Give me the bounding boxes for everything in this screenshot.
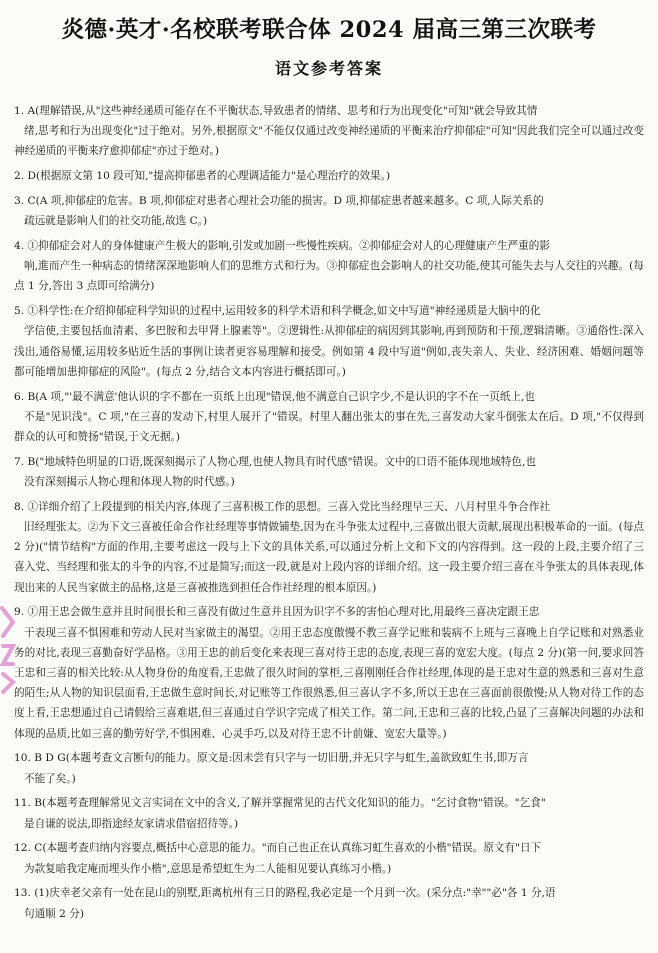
answer-continuation: 学信使,主要包括血清素、多巴胺和去甲肾上腺素等"。②逻辑性:从抑郁症的病因到其影响,再到预防和干预,逻辑清晰。③通俗性:深入浅出,通俗易懂,运用较多贴近生活的事例让读者更容易理解和接受。例如第 4 段中写道"例如,丧失亲人、失业、经济困难、婚姻问题等都可能增加患抑郁症的风险"。(每点 2 分,结合文本内容进行概括即可。) — [14, 325, 644, 378]
answer-text: 10. B D G(本题考查文言断句的能力。原文是:因未尝有只字与一切旧册,并无只字与虹生,盖欲致虹生书,即万言 — [14, 752, 529, 765]
answer-item-4 — [14, 236, 644, 297]
answer-text: 1. A(理解错误,从"这些神经递质可能存在不平衡状态,导致患者的情绪、思考和行为出现变化"可知"就会导致其情 — [14, 105, 538, 117]
answer-item-13 — [14, 883, 644, 923]
answer-item-7 — [14, 452, 644, 492]
answer-text: 2. D(根据原文第 10 段可知,"提高抑郁患者的心理调适能力"是心理治疗的效果。) — [14, 170, 391, 183]
answer-item-3 — [14, 191, 644, 231]
answer-continuation: 不能了矣。) — [24, 772, 76, 785]
answer-item-8 — [14, 497, 644, 598]
answer-continuation: 是自谦的说法,即指途经友家请求借宿招待等。) — [24, 817, 239, 830]
answer-item-11 — [14, 793, 644, 833]
answer-item-9 — [14, 602, 644, 743]
answer-continuation: 疏远就是影响人们的社交功能,故选 C。) — [24, 215, 208, 228]
answer-text: 9. ①用王忠会做生意并且时间很长和三喜没有做过生意并且因为识字不多的害怕心理对比,用最终三喜决定跟王忠 — [14, 606, 540, 619]
answer-item-6 — [14, 387, 644, 448]
answer-continuation: 旧经理张太。②为下文三喜被任命合作社经理等事情做铺垫,因为在斗争张太过程中,三喜做出很大贡献,展现出积极革命的一面。(每点 2 分)("情节结构"方面的作用,主要考虑这一段与上下文的具体关系,可以通过分析上文和下文的内容得到。这一段的上段,主要介绍了三喜入党、当经理和张太的斗争的内容,不过是简写;而这一段,就是对上段内容的详细介绍。这一段主要介绍三喜在斗争张太的具体表现,体现出来的人民当家做主的品格,这是三喜被推选到担任合作社经理的根本原因。) — [14, 521, 644, 594]
answer-item-10 — [14, 748, 644, 788]
answer-continuation: 没有深刻揭示人物心理和体现人物的时代感。) — [24, 476, 235, 489]
answer-continuation: 为款复暗我定庵而埋头作小楷",意思是希望虹生为二人能相见要认真练习小楷。) — [24, 862, 392, 875]
answer-text: 4. ①抑郁症会对人的身体健康产生极大的影响,引发或加剧一些慢性疾病。②抑郁症会对人的心理健康产生严重的影 — [14, 240, 550, 252]
answer-text: 6. B(A 项,"'最不满意'他认识的字不都在一页纸上出现"错误,他不满意自己识字少,不是认识的字不在一页纸上,也 — [14, 390, 535, 403]
answer-item-12 — [14, 838, 644, 878]
answer-continuation: 绪,思考和行为出现变化"过于绝对。另外,根据原文"不能仅仅通过改变神经递质的平衡来治疗抑郁症"可知"因此我们完全可以通过改变神经递质的平衡来疗愈抑郁症"亦过于绝对。) — [14, 125, 644, 158]
answer-continuation: 不是"见识浅"。C 项,"在三喜的发动下,村里人展开了"错误。村里人翻出张太的事在先,三喜发动大家斗倒张太在后。D 项,"不仅得到群众的认可和赞扬"错误,于文无据。) — [14, 410, 644, 444]
answer-continuation: 干表现三喜不惧困难和劳动人民对当家做主的渴望。②用王忠态度傲慢不教三喜学记账和装病不上班与三喜晚上自学记账和对熟悉业务的对比,表现三喜勤奋好学品格。③用王忠的前后变化来表现三喜对待王忠的态度,表现三喜的宽宏大度。(每点 2 分)(第一问,要求回答王忠和三喜的相关比较:从人物身份的角度看,王忠做了很久时间的掌柜,三喜刚刚任合作社经理,体现的是王忠对生意的熟悉和三喜对生意的陌生;从人物的知识层面看,王忠做生意时间长,对记账等工作很熟悉,但三喜认字不多,所以王忠在三喜面前很傲慢;从人物对待工作的态度上看,王忠想通过自己请假给三喜难堪,但三喜通过自学识字完成了相关工作。第二问,王忠和三喜的比较,凸显了三喜解决问题的办法和体现的品质,比如三喜的勤劳好学,不惧困难、心灵手巧,以及对待王忠不计前嫌、宽宏大量等。) — [14, 626, 644, 740]
answer-text: 12. C(本题考查归纳内容要点,概括中心意思的能力。"而自己也正在认真练习虹生喜欢的小楷"错误。原文有"日下 — [14, 842, 542, 855]
margin-watermark-mark — [0, 602, 16, 697]
answer-item-1 — [14, 101, 644, 162]
answer-text: 3. C(A 项,抑郁症的危害。B 项,抑郁症对患者心理社会功能的损害。D 项,抑郁症患者越来越多。C 项,人际关系的 — [14, 195, 544, 207]
answer-text: 5. ①科学性:在介绍抑郁症科学知识的过程中,运用较多的科学术语和科学概念,如文中写道"神经递质是大脑中的化 — [14, 305, 541, 318]
answer-item-5 — [14, 301, 644, 382]
answer-continuation: 句通顺 2 分) — [24, 907, 84, 920]
answer-text: 11. B(本题考查理解常见文言实词在文中的含义,了解并掌握常见的古代文化知识的能力。"乞讨食物"错误。"乞食" — [14, 797, 546, 810]
answer-text: 13. (1)庆幸老父亲有一处在昆山的别墅,距离杭州有三日的路程,我必定是一个月到一次。(采分点:"幸""必"各 1 分,语 — [14, 887, 556, 900]
answer-key-heading: 语文参考答案 — [274, 59, 383, 78]
answer-list — [14, 101, 644, 928]
answer-text: 7. B("地域特色明显的口语,既深刻揭示了人物心理,也使人物具有时代感"错误。文中的口语不能体现地域特色,也 — [14, 455, 536, 468]
exam-title: 炎德·英才·名校联考联合体 2024 届高三第三次联考 — [61, 17, 597, 43]
answer-item-2 — [14, 166, 644, 186]
answer-continuation: 响,進而产生一种病态的情绪深深地影响人们的思维方式和行为。③抑郁症也会影响人的社交功能,使其可能失去与人交往的兴趣。(每点 1 分,答出 3 点即可给满分) — [14, 260, 644, 293]
answer-text: 8. ①详细介绍了上段提到的相关内容,体现了三喜积极工作的思想。三喜入党比当经理早三天、八月村里斗争合作社 — [14, 500, 550, 513]
